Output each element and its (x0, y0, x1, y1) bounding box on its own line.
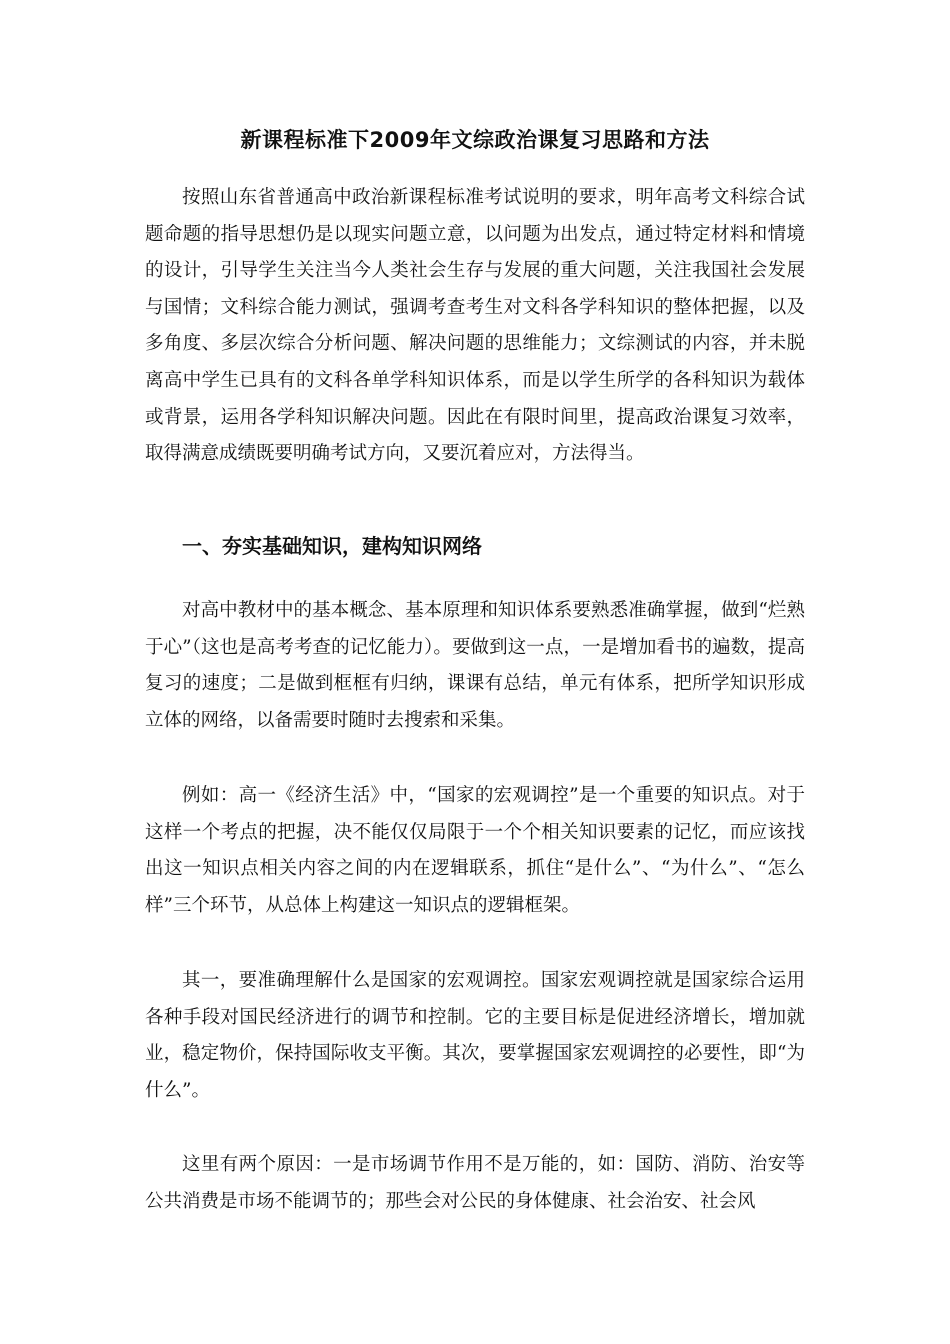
paragraph-intro: 按照山东省普通高中政治新课程标准考试说明的要求，明年高考文科综合试题命题的指导思想仍是以现实问题立意，以问题为出发点，通过特定材料和情境的设计，引导学生关注当今人类社会生存与发展的重大问题，关注我国社会发展与国情；文科综合能力测试，强调考查考生对文科各学科知识的整体把握，以及多角度、多层次综合分析问题、解决问题的思维能力；文综测试的内容，并未脱离高中学生已具有的文科各单学科知识体系，而是以学生所学的各科知识为载体或背景，运用各学科知识解决问题。因此在有限时间里，提高政治课复习效率，取得满意成绩既要明确考试方向，又要沉着应对，方法得当。 (145, 187, 805, 465)
paragraph-basics: 对高中教材中的基本概念、基本原理和知识体系要熟悉准确掌握，做到“烂熟于心”（这也是高考考查的记忆能力）。要做到这一点，一是增加看书的遍数，提高复习的速度；二是做到框框有归纳，课课有总结，单元有体系，把所学知识形成立体的网络，以备需要时随时去搜索和采集。 (145, 600, 805, 731)
section-heading-1: 一、夯实基础知识，建构知识网络 (182, 534, 482, 558)
paragraph-two-reasons: 这里有两个原因：一是市场调节作用不是万能的，如：国防、消防、治安等公共消费是市场不能调节的；那些会对公民的身体健康、社会治安、社会风 (145, 1154, 805, 1212)
paragraph-example: 例如：高一《经济生活》中，“国家的宏观调控”是一个重要的知识点。对于这样一个考点的把握，决不能仅仅局限于一个个相关知识要素的记忆，而应该找出这一知识点相关内容之间的内在逻辑联系，抓住“是什么”、“为什么”、“怎么样”三个环节，从总体上构建这一知识点的逻辑框架。 (145, 785, 805, 916)
paragraph-first-point: 其一，要准确理解什么是国家的宏观调控。国家宏观调控就是国家综合运用各种手段对国民经济进行的调节和控制。它的主要目标是促进经济增长，增加就业，稳定物价，保持国际收支平衡。其次，要掌握国家宏观调控的必要性，即“为什么”。 (145, 970, 805, 1101)
document-title: 新课程标准下2009年文综政治课复习思路和方法 (240, 128, 710, 152)
